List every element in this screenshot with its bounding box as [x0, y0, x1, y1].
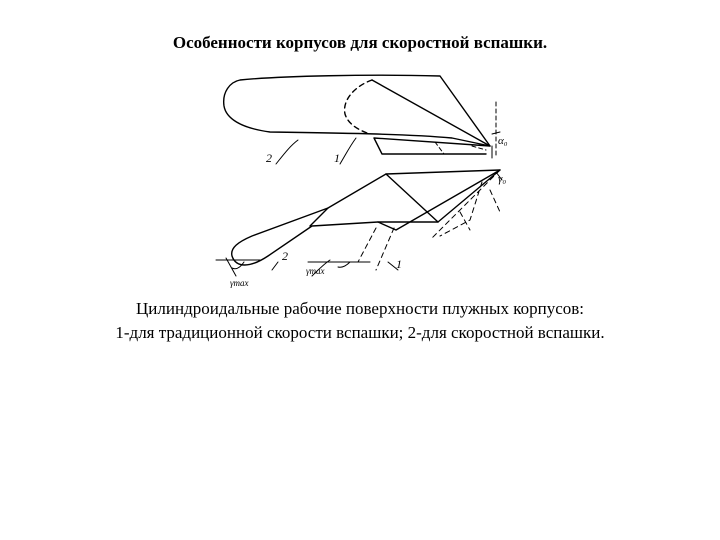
label-2-bottom: 2 — [282, 249, 288, 263]
plow-body-drawing — [200, 62, 520, 292]
surface-1-top-dashed — [345, 80, 372, 134]
caption-line-1: Цилиндроидальные рабочие поверхности плужных корпусов: — [136, 299, 584, 318]
label-1-top: 1 — [334, 151, 340, 165]
label-gamma-max-mid: γmax — [306, 266, 325, 276]
surface-2-top-outline — [224, 75, 490, 146]
caption-line-2: 1-для традиционной скорости вспашки; 2-для скоростной вспашки. — [115, 323, 605, 342]
gamma-arcs — [232, 172, 502, 269]
label-gamma-right: γ₀ — [498, 173, 507, 185]
plow-body-figure — [200, 62, 520, 292]
label-1-bottom: 1 — [396, 257, 402, 271]
page-title: Особенности корпусов для скоростной вспашки. — [172, 33, 548, 52]
figure-caption — [0, 297, 720, 345]
label-gamma-max-left: γmax — [230, 278, 249, 288]
top-construction-lines — [435, 102, 496, 158]
blade-bottom-outline — [232, 170, 500, 265]
label-2-top: 2 — [266, 151, 272, 165]
bottom-construction-lines — [358, 170, 500, 270]
blade-bottom-inner-edges — [310, 170, 500, 230]
top-leader-lines — [276, 138, 356, 164]
label-alpha: α₀ — [498, 135, 508, 147]
